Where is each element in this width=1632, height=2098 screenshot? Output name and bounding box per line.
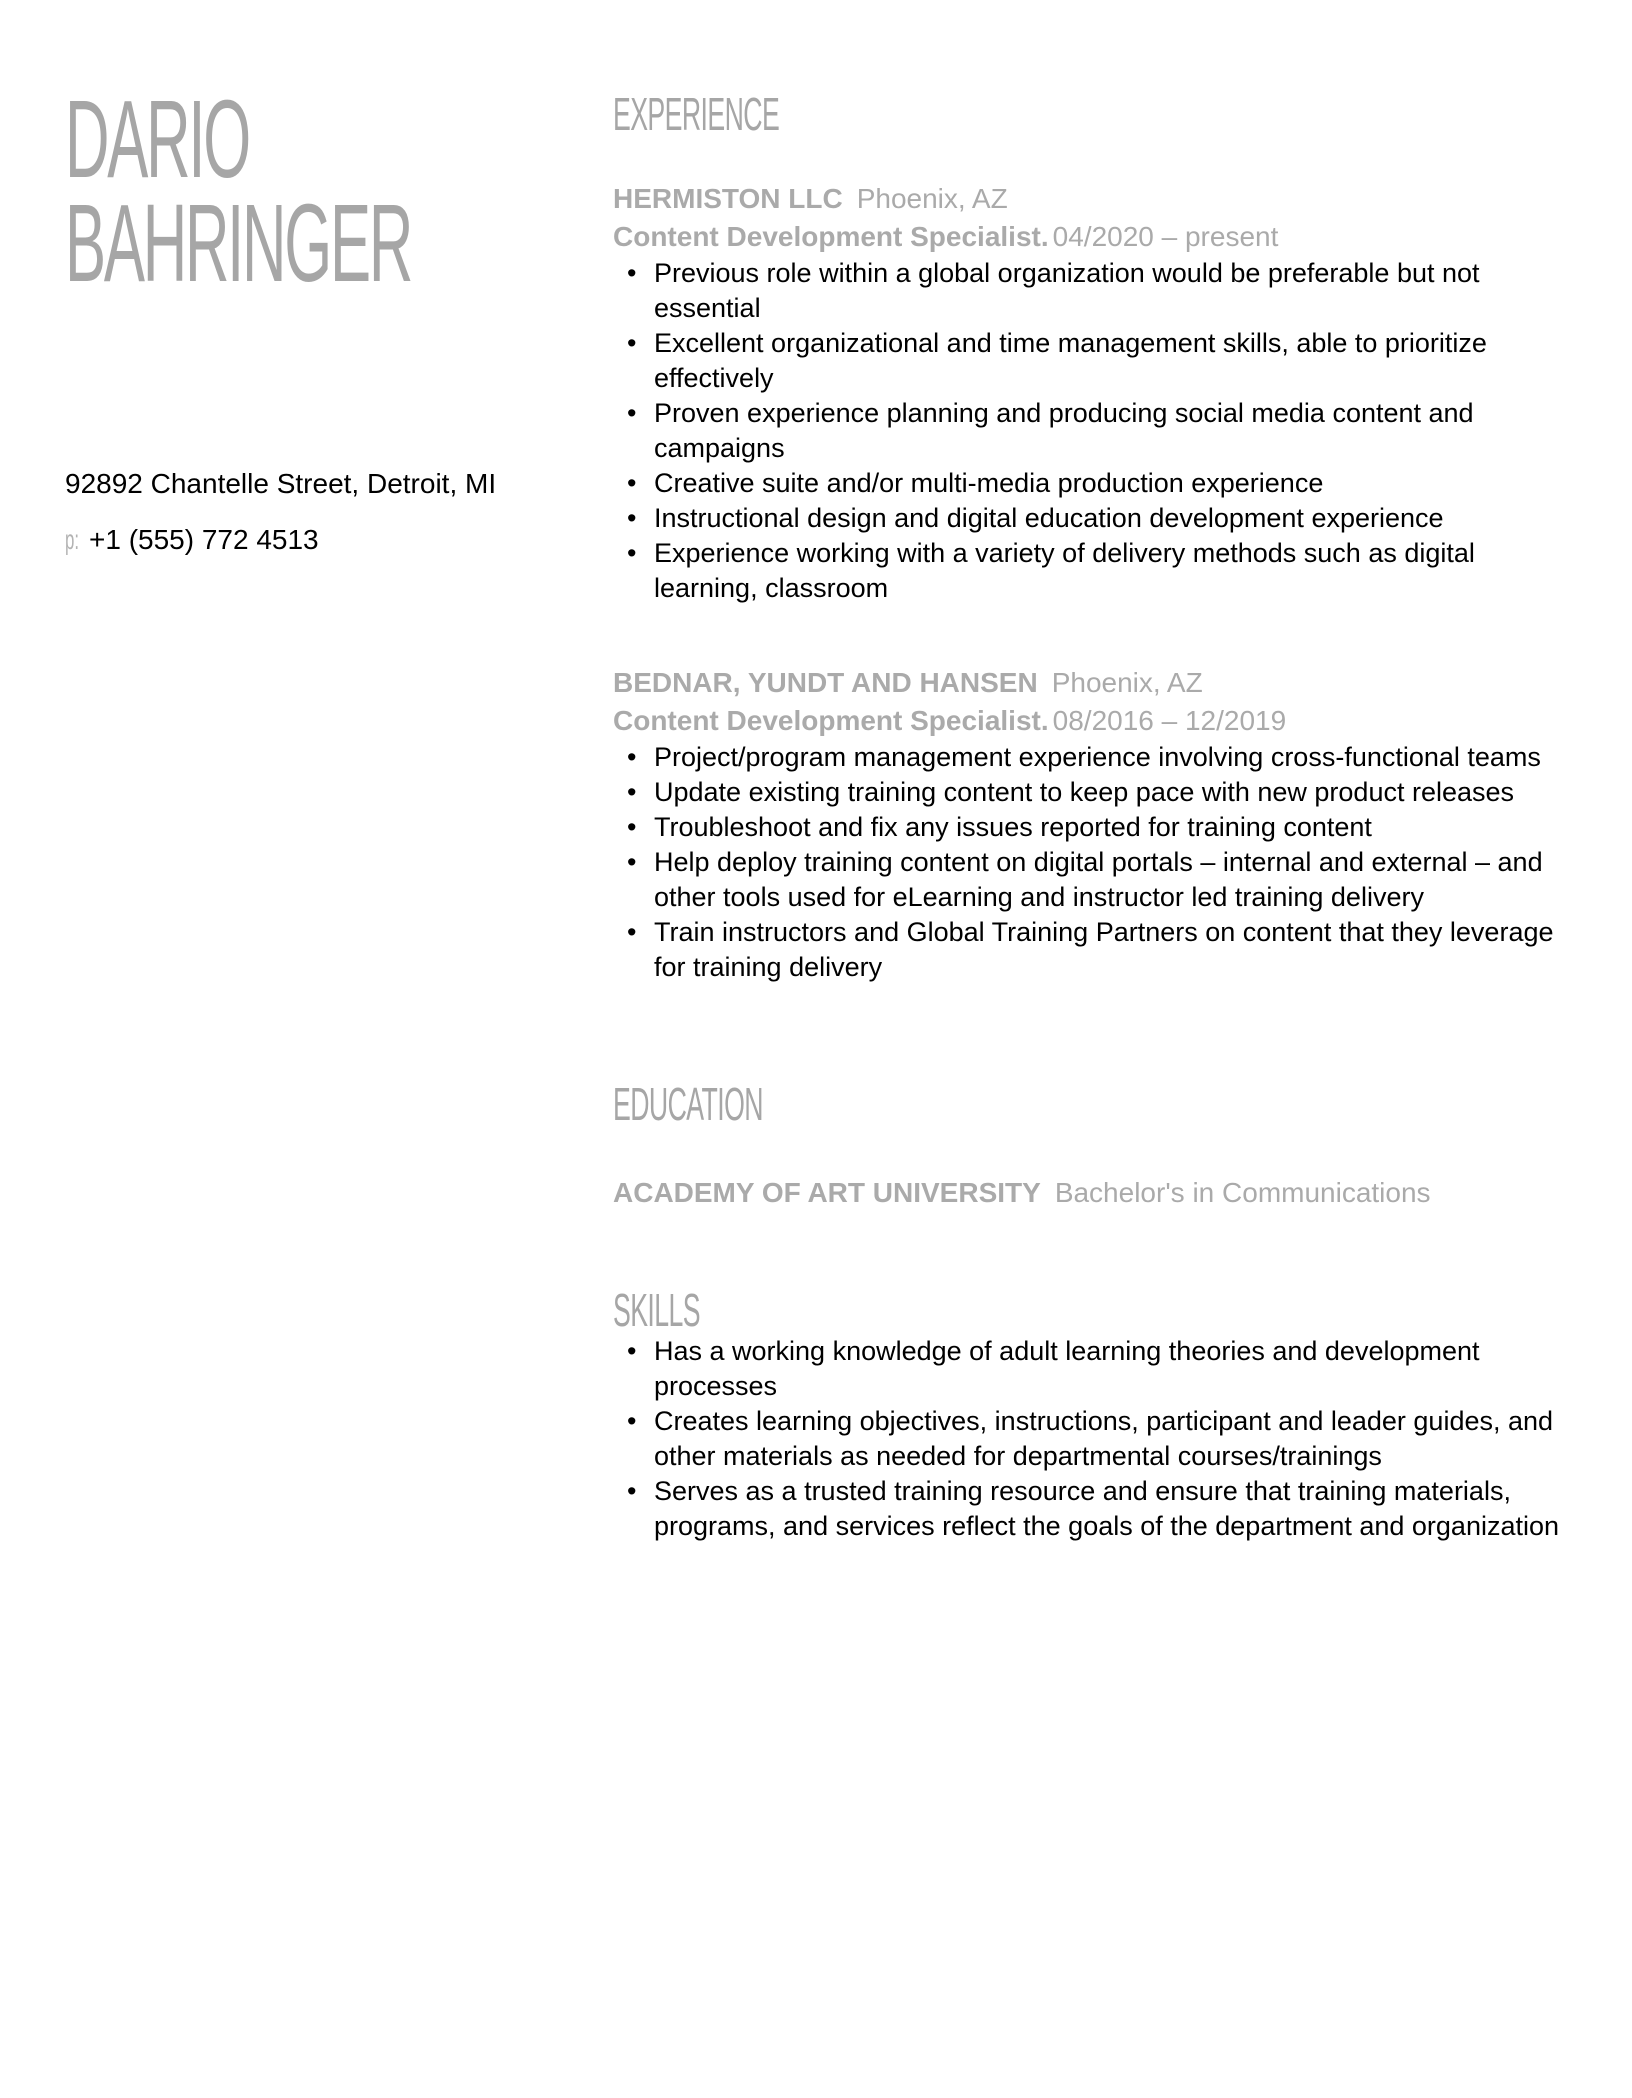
- candidate-name: [65, 78, 412, 305]
- list-item: • Update existing training content to keep pace with new product releases: [654, 775, 1573, 810]
- experience-heading: EXPERIENCE: [613, 88, 780, 140]
- role-line: [613, 702, 1573, 740]
- list-item: • Train instructors and Global Training Partners on content that they leverage for training delivery: [654, 915, 1573, 985]
- left-column: [65, 78, 585, 555]
- job-location: Phoenix, AZ: [1051, 667, 1203, 698]
- list-item: • Troubleshoot and fix any issues reported for training content: [654, 810, 1573, 845]
- list-item: • Instructional design and digital education development experience: [654, 501, 1573, 536]
- education-heading: EDUCATION: [613, 1078, 763, 1130]
- role-line: [613, 218, 1573, 256]
- list-item: • Creative suite and/or multi-media production experience: [654, 466, 1573, 501]
- phone-prefix: p:: [65, 524, 80, 555]
- list-item: • Creates learning objectives, instructions, participant and leader guides, and other materials as needed for departmental courses/trainings: [654, 1404, 1573, 1474]
- job-header: [613, 664, 1573, 702]
- company-name: HERMISTON LLC: [613, 183, 843, 214]
- degree: Bachelor's in Communications: [1054, 1177, 1431, 1208]
- job-dates: 04/2020 – present: [1052, 221, 1279, 252]
- list-item: • Project/program management experience involving cross-functional teams: [654, 740, 1573, 775]
- list-item: • Serves as a trusted training resource and ensure that training materials, programs, and services reflect the goals of the department and organization: [654, 1474, 1573, 1544]
- skills-list: [613, 1334, 1573, 1544]
- list-item: • Help deploy training content on digital portals – internal and external – and other tools used for eLearning and instructor led training delivery: [654, 845, 1573, 915]
- skills-heading: SKILLS: [613, 1284, 700, 1336]
- job-role: Content Development Specialist.: [613, 221, 1049, 252]
- education-entry: [613, 1174, 1573, 1212]
- job-location: Phoenix, AZ: [856, 183, 1008, 214]
- job-bullets: [613, 740, 1573, 985]
- last-name: BAHRINGER: [65, 182, 412, 305]
- list-item: • Excellent organizational and time management skills, able to prioritize effectively: [654, 326, 1573, 396]
- phone-line: [65, 522, 496, 558]
- company-name: BEDNAR, YUNDT AND HANSEN: [613, 667, 1038, 698]
- phone-number: +1 (555) 772 4513: [89, 524, 319, 555]
- job-header: [613, 180, 1573, 218]
- list-item: • Has a working knowledge of adult learning theories and development processes: [654, 1334, 1573, 1404]
- address: 92892 Chantelle Street, Detroit, MI: [65, 468, 497, 499]
- experience-section: [613, 90, 1573, 985]
- job-entry: [613, 180, 1573, 606]
- list-item: • Previous role within a global organization would be preferable but not essential: [654, 256, 1573, 326]
- job-dates: 08/2016 – 12/2019: [1052, 705, 1287, 736]
- first-name: DARIO: [65, 78, 249, 201]
- job-role: Content Development Specialist.: [613, 705, 1049, 736]
- list-item: • Proven experience planning and producing social media content and campaigns: [654, 396, 1573, 466]
- list-item: • Experience working with a variety of delivery methods such as digital learning, classroom: [654, 536, 1573, 606]
- skills-section: [613, 1286, 1573, 1544]
- job-entry: [613, 664, 1573, 985]
- job-bullets: [613, 256, 1573, 606]
- education-section: [613, 1080, 1573, 1212]
- contact-info: [65, 466, 496, 578]
- school-name: ACADEMY OF ART UNIVERSITY: [613, 1177, 1041, 1208]
